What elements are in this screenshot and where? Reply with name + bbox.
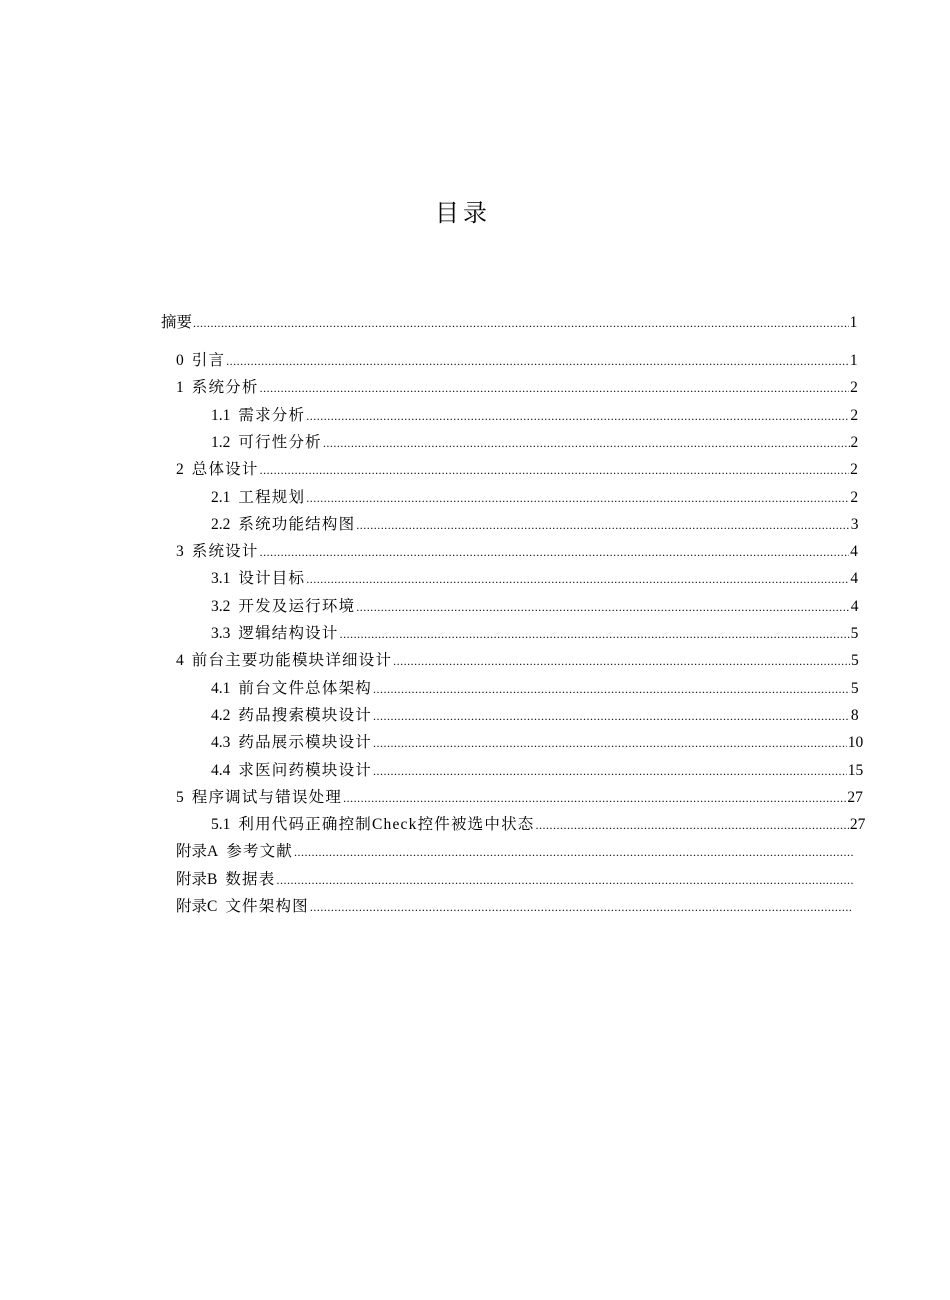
toc-entry-page-number: 5 bbox=[850, 652, 859, 670]
toc-dot-leader bbox=[535, 813, 848, 837]
toc-entry[interactable] bbox=[211, 431, 859, 455]
toc-entry-number: 1 bbox=[176, 379, 184, 397]
toc-entry-number: 4.4 bbox=[211, 761, 231, 779]
toc-entry[interactable] bbox=[211, 486, 859, 510]
toc-entry[interactable] bbox=[211, 759, 864, 783]
toc-entry[interactable] bbox=[211, 704, 859, 728]
toc-entry-page-number: 27 bbox=[849, 816, 866, 834]
toc-entry-page-number: 2 bbox=[850, 406, 859, 424]
toc-entry[interactable] bbox=[176, 649, 859, 673]
toc-entry-label: 文件架构图 bbox=[225, 898, 309, 915]
toc-entry-number: 4.1 bbox=[211, 679, 231, 697]
toc-entry[interactable] bbox=[211, 404, 859, 428]
toc-entry-label: 工程规划 bbox=[238, 488, 306, 506]
toc-entry-number: 5 bbox=[176, 788, 184, 806]
toc-entry-page-number: 5 bbox=[850, 625, 859, 642]
toc-entry[interactable] bbox=[211, 595, 859, 619]
toc-entry-label: 逻辑结构设计 bbox=[238, 625, 339, 642]
toc-entry-number: 5.1 bbox=[211, 816, 231, 834]
toc-entry-number: 2.2 bbox=[211, 515, 231, 533]
toc-entry-number: 3.3 bbox=[211, 625, 231, 642]
toc-entry[interactable] bbox=[176, 458, 858, 482]
toc-entry-label: 系统功能结构图 bbox=[238, 515, 356, 533]
toc-entry-page-number: 2 bbox=[850, 488, 859, 506]
toc-entry-number: 0 bbox=[176, 352, 184, 369]
toc-entry-label: 设计目标 bbox=[238, 570, 306, 588]
toc-entry-number: 3.2 bbox=[211, 597, 231, 615]
toc-dot-leader bbox=[340, 622, 850, 646]
toc-entry-page-number: 1 bbox=[849, 352, 858, 369]
toc-entry-page-number: 27 bbox=[847, 788, 863, 806]
toc-entry-page-number: 15 bbox=[847, 761, 864, 779]
toc-dot-leader bbox=[373, 677, 850, 701]
toc-dot-leader bbox=[294, 840, 853, 864]
toc-entry[interactable] bbox=[161, 311, 858, 335]
toc-dot-leader bbox=[323, 431, 850, 455]
toc-entry[interactable] bbox=[176, 895, 854, 919]
toc-entry[interactable] bbox=[211, 622, 859, 646]
toc-entry[interactable] bbox=[211, 813, 866, 837]
toc-entry-page-number: 3 bbox=[850, 515, 859, 533]
toc-dot-leader bbox=[193, 311, 849, 335]
toc-entry-page-number: 4 bbox=[850, 570, 859, 588]
toc-entry-number: 2 bbox=[176, 461, 184, 479]
toc-entry-label: 可行性分析 bbox=[238, 433, 322, 451]
toc-dot-leader bbox=[260, 458, 850, 482]
toc-entry-page-number: 4 bbox=[850, 597, 859, 615]
toc-dot-leader bbox=[343, 786, 846, 810]
toc-entry-number: 4.2 bbox=[211, 706, 231, 724]
toc-entry[interactable] bbox=[211, 513, 859, 537]
toc-dot-leader bbox=[373, 731, 847, 755]
toc-entry-page-number: 5 bbox=[850, 679, 859, 697]
toc-entry-number: 附录C bbox=[176, 898, 218, 915]
toc-entry[interactable] bbox=[176, 868, 854, 892]
toc-entry-page-number: 2 bbox=[850, 461, 858, 479]
toc-entry-label: 前台文件总体架构 bbox=[238, 679, 372, 697]
toc-entry-label: 摘要 bbox=[161, 314, 193, 331]
toc-entry-label: 引言 bbox=[191, 352, 226, 369]
toc-entry-label: 系统设计 bbox=[191, 543, 259, 561]
toc-entry-number: 4.3 bbox=[211, 734, 231, 752]
toc-dot-leader bbox=[276, 868, 853, 892]
toc-entry-label: 开发及运行环境 bbox=[238, 597, 356, 615]
toc-dot-leader bbox=[260, 540, 850, 564]
toc-entry[interactable] bbox=[211, 677, 859, 701]
toc-entry-page-number: 1 bbox=[849, 314, 858, 331]
toc-entry[interactable] bbox=[211, 731, 864, 755]
toc-entry-label: 程序调试与错误处理 bbox=[191, 788, 343, 806]
toc-entry[interactable] bbox=[211, 567, 859, 591]
toc-entry-page-number: 10 bbox=[847, 734, 864, 752]
toc-entry-label: 参考文献 bbox=[226, 843, 294, 861]
toc-entry-label: 药品展示模块设计 bbox=[238, 734, 372, 752]
toc-dot-leader bbox=[356, 595, 849, 619]
toc-entry[interactable] bbox=[176, 540, 858, 564]
toc-entry[interactable] bbox=[176, 840, 854, 864]
toc-entry-number: 2.1 bbox=[211, 488, 231, 506]
toc-entry-label: 系统分析 bbox=[191, 379, 259, 397]
toc-entry-label: 求医问药模块设计 bbox=[238, 761, 372, 779]
toc-dot-leader bbox=[226, 349, 849, 373]
toc-entry-label: 需求分析 bbox=[238, 406, 306, 424]
toc-entry-page-number: 2 bbox=[850, 379, 858, 397]
toc-entry[interactable] bbox=[176, 786, 863, 810]
toc-entry[interactable] bbox=[176, 376, 858, 400]
toc-entry-number: 附录A bbox=[176, 843, 219, 861]
toc-dot-leader bbox=[373, 759, 847, 783]
toc-dot-leader bbox=[260, 376, 850, 400]
toc-dot-leader bbox=[373, 704, 850, 728]
toc-entry-number: 1.1 bbox=[211, 406, 231, 424]
toc-entry-label: 总体设计 bbox=[191, 461, 259, 479]
toc-entry-page-number: 4 bbox=[850, 543, 858, 561]
toc-dot-leader bbox=[310, 895, 853, 919]
toc-entry-page-number: 8 bbox=[850, 706, 859, 724]
toc-entry-label: 前台主要功能模块详细设计 bbox=[191, 652, 393, 670]
toc-entry-label: 数据表 bbox=[225, 870, 276, 888]
toc-entry-number: 4 bbox=[176, 652, 184, 670]
toc-entry-number: 3.1 bbox=[211, 570, 231, 588]
toc-entry-page-number: 2 bbox=[850, 433, 859, 451]
toc-dot-leader bbox=[306, 567, 849, 591]
toc-entry-number: 附录B bbox=[176, 870, 218, 888]
toc-entry-label: 利用代码正确控制Check控件被选中状态 bbox=[238, 816, 535, 834]
toc-entry-label: 药品搜索模块设计 bbox=[238, 706, 372, 724]
toc-title: 目录 bbox=[435, 201, 491, 227]
toc-dot-leader bbox=[306, 404, 849, 428]
toc-dot-leader bbox=[393, 649, 850, 673]
toc-dot-leader bbox=[356, 513, 849, 537]
toc-dot-leader bbox=[306, 486, 849, 510]
toc-entry[interactable] bbox=[176, 349, 858, 373]
toc-entry-number: 3 bbox=[176, 543, 184, 561]
toc-entry-number: 1.2 bbox=[211, 433, 231, 451]
